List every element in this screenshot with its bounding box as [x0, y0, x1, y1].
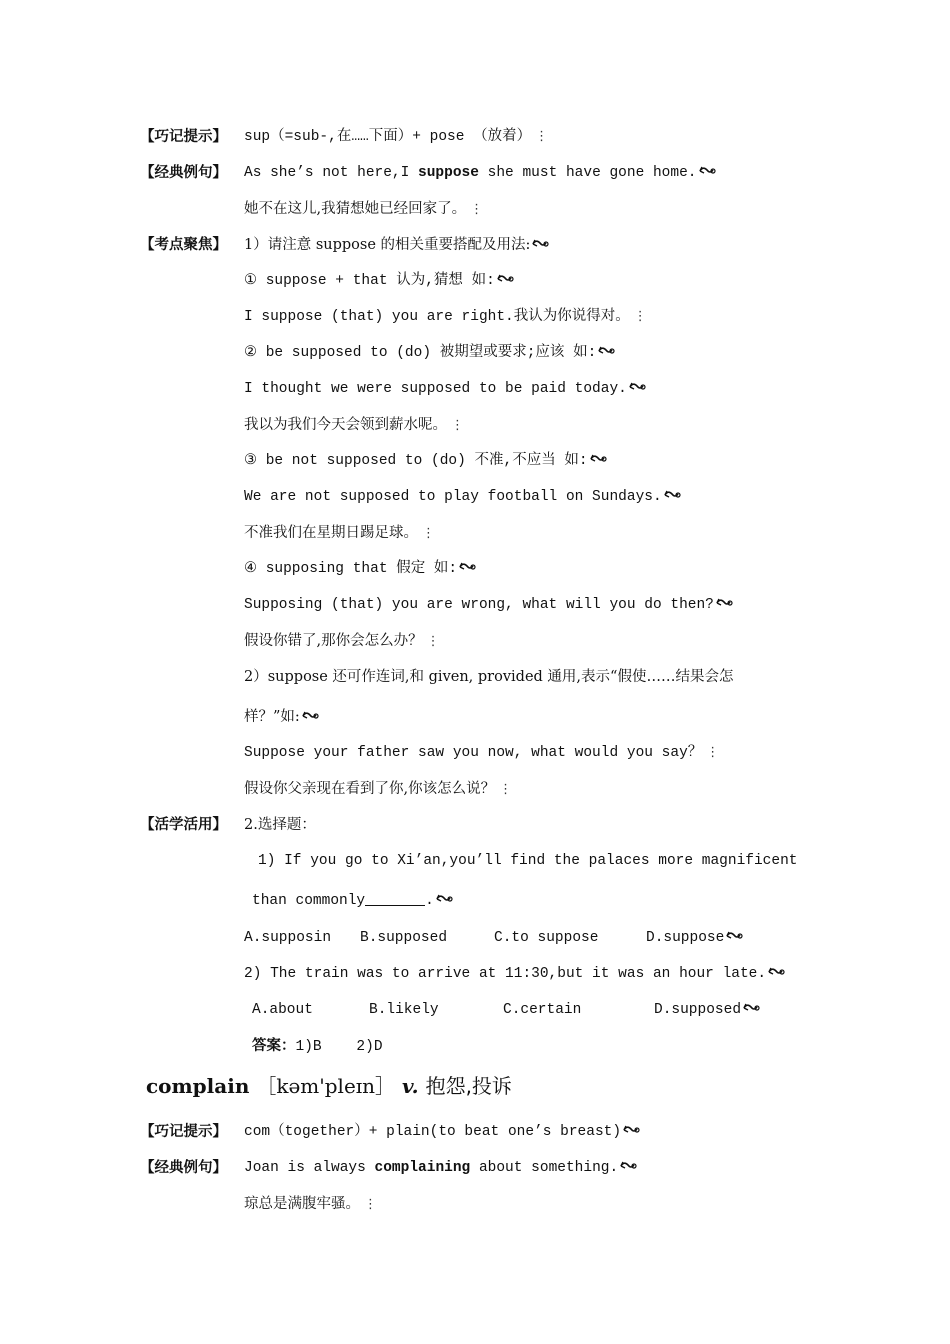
option-c: C.to suppose — [494, 930, 599, 946]
curled-arrow-icon — [622, 1124, 640, 1136]
tip-content: com（together）+ plain(to beat one’s breast) — [244, 1124, 622, 1140]
paragraph-mark-icon: ⋮ — [706, 745, 720, 760]
example-cn-text: 她不在这儿,我猜想她已经回家了。 — [244, 201, 467, 217]
point-4-cn-text: 假设你错了,那你会怎么办？ — [244, 633, 423, 649]
focus-2-cn-text — [244, 779, 512, 800]
practice-title — [244, 815, 316, 835]
focus-2-example-text — [244, 743, 719, 763]
example-text — [244, 1158, 637, 1178]
section-label: 【巧记提示】 — [140, 1124, 227, 1140]
answer-blank — [365, 891, 425, 906]
focus-2-cont — [244, 707, 319, 727]
option-a: A.supposin — [244, 930, 332, 946]
example-text — [244, 163, 716, 183]
tip-text — [244, 1122, 640, 1142]
answer-text: 1)B 2)D — [295, 1039, 383, 1055]
phonetic: ［kəm'pleɪn］ — [256, 1074, 396, 1098]
question-2-content: 2) The train was to arrive at 11:30,but it was an hour late. — [244, 966, 767, 982]
point-4-example-text: Supposing (that) you are wrong, what will you do then? — [244, 597, 714, 613]
example-keyword: suppose — [418, 165, 479, 181]
headword-line — [146, 1070, 512, 1099]
tip-text — [244, 127, 548, 147]
point-1-text: ① suppose + that 认为,猜想 如: — [244, 273, 495, 289]
point-1-example-text: I suppose (that) you are right.我认为你说得对。 — [244, 309, 630, 325]
paragraph-mark-icon: ⋮ — [426, 634, 440, 649]
paragraph-mark-icon: ⋮ — [499, 782, 513, 797]
point-example — [244, 487, 681, 507]
answer — [252, 1036, 383, 1057]
question-2-text — [244, 964, 785, 984]
tip-content: sup（=sub-,在……下面）+ pose （放着） — [244, 129, 532, 145]
option-d — [654, 1000, 760, 1020]
point-2-text: ② be supposed to (do) 被期望或要求;应该 如: — [244, 345, 597, 361]
point-example — [244, 379, 646, 399]
curled-arrow-icon — [435, 893, 453, 905]
paragraph-mark-icon: ⋮ — [451, 418, 464, 433]
option-d-text: D.suppose — [646, 930, 725, 946]
practice-title-text: 2.选择题： — [244, 817, 316, 833]
example-post: she must have gone home. — [478, 165, 697, 181]
curled-arrow-icon — [767, 966, 785, 978]
curled-arrow-icon — [597, 345, 615, 357]
paragraph-mark-icon: ⋮ — [633, 309, 647, 324]
option-a: A.about — [252, 1002, 313, 1018]
point-4-text: ④ supposing that 假定 如: — [244, 561, 458, 577]
curled-arrow-icon — [715, 597, 733, 609]
example-cn — [244, 1194, 377, 1215]
curled-arrow-icon — [619, 1160, 637, 1172]
curled-arrow-icon — [725, 930, 743, 942]
paragraph-mark-icon: ⋮ — [535, 129, 549, 144]
point-text — [244, 343, 615, 363]
point-text — [244, 451, 607, 471]
curled-arrow-icon — [698, 165, 716, 177]
option-b: B.likely — [369, 1002, 439, 1018]
meaning: 抱怨,投诉 — [425, 1074, 512, 1098]
paragraph-mark-icon: ⋮ — [422, 526, 435, 541]
option-d-text: D.supposed — [654, 1002, 742, 1018]
section-label: 【经典例句】 — [140, 165, 227, 181]
option-b: B.supposed — [360, 930, 448, 946]
example-pre: Joan is always — [244, 1160, 375, 1176]
section-label: 【经典例句】 — [140, 1160, 227, 1176]
point-3-example-text: We are not supposed to play football on Sundays. — [244, 489, 662, 505]
point-2-cn-text: 我以为我们今天会领到薪水呢。 — [244, 417, 447, 433]
point-example — [244, 595, 733, 615]
curled-arrow-icon — [531, 238, 549, 250]
question-1-cont-text — [252, 891, 453, 911]
answer-label: 答案： — [252, 1038, 296, 1054]
question-1-end: . — [425, 893, 434, 909]
focus-2-text: 2）suppose 还可作连词,和 given, provided 通用,表示“假使……结果会怎 — [244, 669, 734, 685]
curled-arrow-icon — [301, 710, 319, 722]
example-post: about something. — [470, 1160, 619, 1176]
point-text — [244, 271, 514, 291]
focus-2-cn-content: 假设你父亲现在看到了你,你该怎么说？ — [244, 781, 496, 797]
example-keyword: complaining — [374, 1160, 471, 1176]
point-cn — [244, 415, 464, 436]
point-example — [244, 307, 647, 327]
example-cn-text: 琼总是满腹牢骚。 — [244, 1196, 360, 1212]
option-c: C.certain — [503, 1002, 582, 1018]
point-cn — [244, 631, 440, 652]
curled-arrow-icon — [628, 381, 646, 393]
option-d — [646, 928, 743, 948]
focus-text — [244, 235, 549, 255]
example-pre: As she’s not here,I — [244, 165, 419, 181]
focus-2-cont-text: 样？”如: — [244, 709, 300, 725]
curled-arrow-icon — [589, 453, 607, 465]
focus-2-example-content: Suppose your father saw you now, what would you say？ — [244, 745, 703, 761]
question-1-stem: than commonly — [252, 893, 366, 909]
focus-1-text: 1）请注意 suppose 的相关重要搭配及用法: — [244, 237, 531, 253]
headword: complain — [146, 1074, 250, 1098]
curled-arrow-icon — [458, 561, 476, 573]
section-label: 【巧记提示】 — [140, 129, 227, 145]
part-of-speech: v. — [402, 1074, 419, 1098]
paragraph-mark-icon: ⋮ — [470, 202, 484, 217]
point-3-cn-text: 不准我们在星期日踢足球。 — [244, 525, 418, 541]
section-label: 【活学活用】 — [140, 817, 227, 833]
curled-arrow-icon — [663, 489, 681, 501]
paragraph-mark-icon: ⋮ — [364, 1197, 377, 1212]
point-2-example-text: I thought we were supposed to be paid today. — [244, 381, 627, 397]
question-1-text: 1) If you go to Xi’an,you’ll find the palaces more magnificent — [258, 853, 798, 869]
point-3-text: ③ be not supposed to (do) 不准,不应当 如: — [244, 453, 588, 469]
point-text — [244, 559, 476, 579]
curled-arrow-icon — [496, 273, 514, 285]
example-cn — [244, 199, 483, 220]
section-label: 【考点聚焦】 — [140, 237, 227, 253]
curled-arrow-icon — [742, 1002, 760, 1014]
point-cn — [244, 523, 435, 544]
